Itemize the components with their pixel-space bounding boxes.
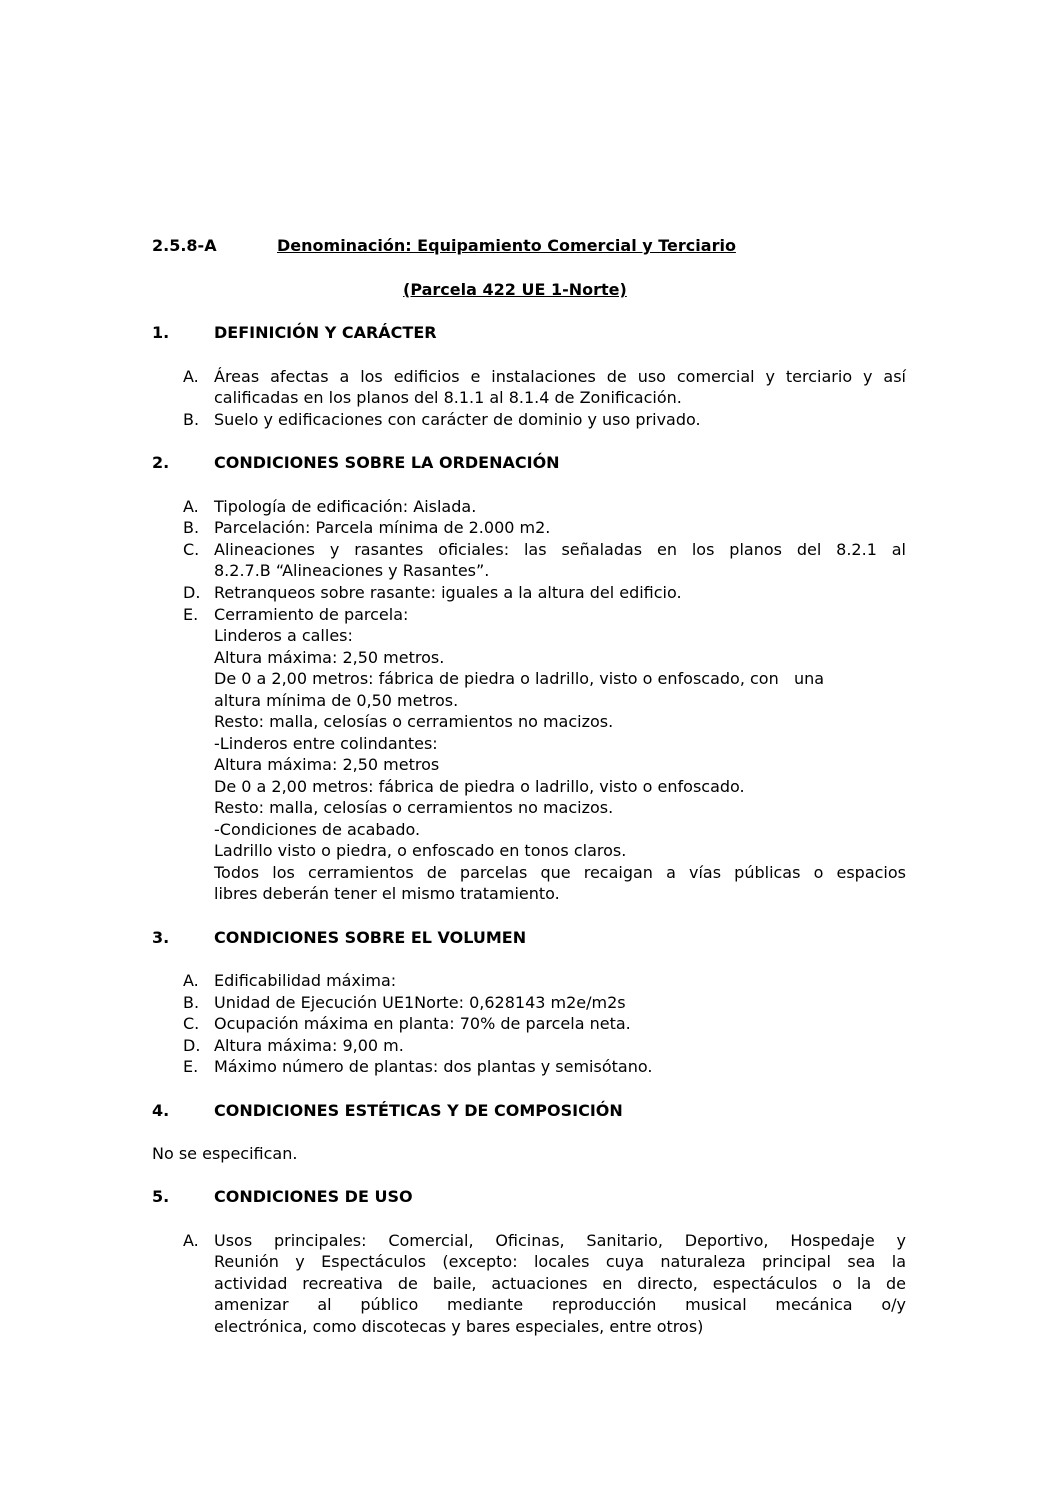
item-label: B. <box>183 993 200 1012</box>
item-label: B. <box>183 518 200 537</box>
item-line: Todos los cerramientos de parcelas que recaigan a vías públicas o espacios <box>214 863 906 882</box>
item-line: Unidad de Ejecución UE1Norte: 0,628143 m2e/m2s <box>214 993 626 1012</box>
section-2-title: CONDICIONES SOBRE LA ORDENACIÓN <box>214 453 560 472</box>
item-line: libres deberán tener el mismo tratamiento. <box>214 884 560 903</box>
item-line: Resto: malla, celosías o cerramientos no macizos. <box>214 798 614 817</box>
item-label: B. <box>183 410 200 429</box>
item-line: -Linderos entre colindantes: <box>214 734 438 753</box>
section-1-number: 1. <box>152 323 170 342</box>
section-5-title: CONDICIONES DE USO <box>214 1187 413 1206</box>
item-line: electrónica, como discotecas y bares especiales, entre otros) <box>214 1317 704 1336</box>
item-line: Áreas afectas a los edificios e instalaciones de uso comercial y terciario y así <box>214 367 906 386</box>
item-line: Retranqueos sobre rasante: iguales a la altura del edificio. <box>214 583 682 602</box>
item-label: A. <box>183 497 199 516</box>
item-label: E. <box>183 1057 199 1076</box>
section-5-number: 5. <box>152 1187 170 1206</box>
item-label: D. <box>183 1036 201 1055</box>
heading-title: Denominación: Equipamiento Comercial y Terciario <box>277 236 736 255</box>
item-line: Máximo número de plantas: dos plantas y semisótano. <box>214 1057 653 1076</box>
heading-code: 2.5.8-A <box>152 236 217 255</box>
item-label: C. <box>183 1014 200 1033</box>
item-line: Cerramiento de parcela: <box>214 605 409 624</box>
section-1-title: DEFINICIÓN Y CARÁCTER <box>214 323 437 342</box>
section-4-paragraph: No se especifican. <box>152 1144 298 1163</box>
item-line: De 0 a 2,00 metros: fábrica de piedra o ladrillo, visto o enfoscado, con una <box>214 669 825 688</box>
item-line: Linderos a calles: <box>214 626 353 645</box>
item-line: Edificabilidad máxima: <box>214 971 397 990</box>
item-line: Altura máxima: 9,00 m. <box>214 1036 404 1055</box>
item-line: actividad recreativa de baile, actuaciones en directo, espectáculos o la de <box>214 1274 906 1293</box>
item-line: Reunión y Espectáculos (excepto: locales cuya naturaleza principal sea la <box>214 1252 906 1271</box>
item-line: Ladrillo visto o piedra, o enfoscado en tonos claros. <box>214 841 627 860</box>
item-label: A. <box>183 367 199 386</box>
section-3-title: CONDICIONES SOBRE EL VOLUMEN <box>214 928 527 947</box>
item-label: A. <box>183 1231 199 1250</box>
section-4-title: CONDICIONES ESTÉTICAS Y DE COMPOSICIÓN <box>214 1101 623 1120</box>
item-line: altura mínima de 0,50 metros. <box>214 691 459 710</box>
item-label: E. <box>183 605 199 624</box>
item-line: -Condiciones de acabado. <box>214 820 421 839</box>
section-4-number: 4. <box>152 1101 170 1120</box>
item-line: Altura máxima: 2,50 metros <box>214 755 440 774</box>
item-label: C. <box>183 540 200 559</box>
item-line: De 0 a 2,00 metros: fábrica de piedra o ladrillo, visto o enfoscado. <box>214 777 745 796</box>
section-2-number: 2. <box>152 453 170 472</box>
item-line: Alineaciones y rasantes oficiales: las señaladas en los planos del 8.2.1 al <box>214 540 906 559</box>
item-line: Resto: malla, celosías o cerramientos no macizos. <box>214 712 614 731</box>
item-line: Parcelación: Parcela mínima de 2.000 m2. <box>214 518 551 537</box>
item-line: amenizar al público mediante reproducción musical mecánica o/y <box>214 1295 906 1314</box>
item-line: calificadas en los planos del 8.1.1 al 8.1.4 de Zonificación. <box>214 388 682 407</box>
item-line: Ocupación máxima en planta: 70% de parcela neta. <box>214 1014 631 1033</box>
item-label: D. <box>183 583 201 602</box>
item-line: Tipología de edificación: Aislada. <box>214 497 477 516</box>
item-label: A. <box>183 971 199 990</box>
item-line: Altura máxima: 2,50 metros. <box>214 648 445 667</box>
item-line: Usos principales: Comercial, Oficinas, Sanitario, Deportivo, Hospedaje y <box>214 1231 906 1250</box>
item-line: Suelo y edificaciones con carácter de dominio y uso privado. <box>214 410 701 429</box>
item-line: 8.2.7.B “Alineaciones y Rasantes”. <box>214 561 490 580</box>
section-3-number: 3. <box>152 928 170 947</box>
heading-subtitle: (Parcela 422 UE 1-Norte) <box>403 280 627 299</box>
